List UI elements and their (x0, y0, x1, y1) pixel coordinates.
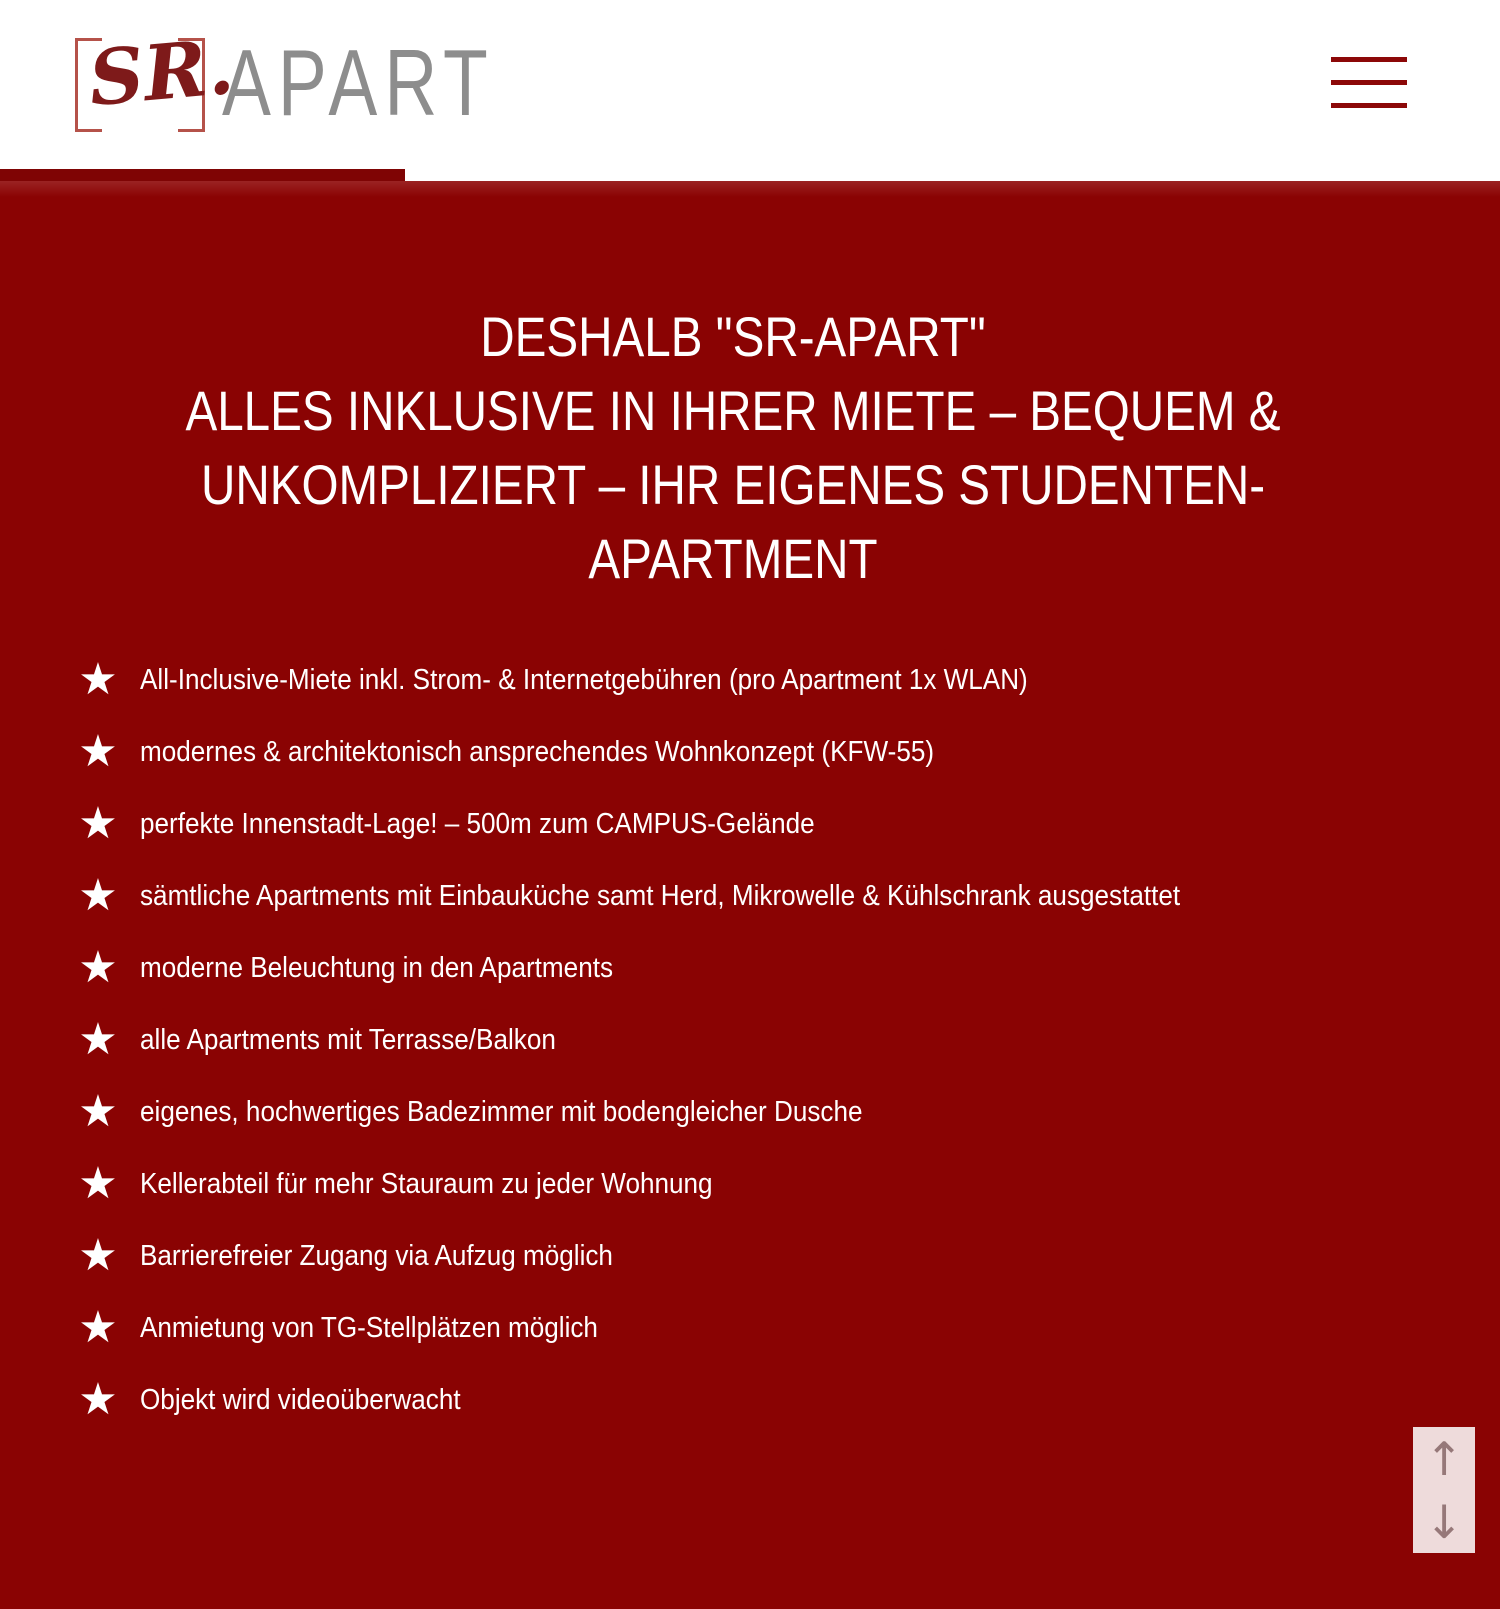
hamburger-icon (1331, 80, 1407, 85)
feature-label: Barrierefreier Zugang via Aufzug möglich (140, 1239, 613, 1272)
page-title-line-2: ALLES INKLUSIVE IN IHRER MIETE – BEQUEM & (185, 379, 1281, 442)
star-icon: ★ (78, 1303, 118, 1352)
feature-label: eigenes, hochwertiges Badezimmer mit bodengleicher Dusche (140, 1095, 863, 1128)
hamburger-menu-button[interactable] (1331, 57, 1407, 109)
feature-label: perfekte Innenstadt-Lage! – 500m zum CAMPUS-Gelände (140, 807, 815, 840)
feature-label: Anmietung von TG-Stellplätzen möglich (140, 1311, 598, 1344)
star-icon: ★ (78, 1159, 118, 1208)
star-icon: ★ (78, 871, 118, 920)
feature-item (78, 1076, 1388, 1148)
star-icon: ★ (78, 1087, 118, 1136)
star-icon: ★ (78, 1375, 118, 1424)
feature-label: Objekt wird videoüberwacht (140, 1383, 461, 1416)
scroll-up-button[interactable] (1413, 1427, 1475, 1490)
star-icon: ★ (78, 1015, 118, 1064)
scroll-down-button[interactable] (1413, 1490, 1475, 1553)
features-list (78, 644, 1388, 1436)
feature-item (78, 1148, 1388, 1220)
feature-label: All-Inclusive-Miete inkl. Strom- & Internetgebühren (pro Apartment 1x WLAN) (140, 663, 1028, 696)
feature-label: modernes & architektonisch ansprechendes Wohnkonzept (KFW-55) (140, 735, 935, 768)
feature-label: alle Apartments mit Terrasse/Balkon (140, 1023, 556, 1056)
star-icon: ★ (78, 1231, 118, 1280)
page-title-line-1: DESHALB "SR-APART" (480, 305, 986, 368)
hero-content (0, 181, 1500, 1436)
header-underline-divider (0, 169, 405, 181)
feature-item (78, 1220, 1388, 1292)
feature-item (78, 1004, 1388, 1076)
feature-item (78, 860, 1388, 932)
feature-label: sämtliche Apartments mit Einbauküche samt Herd, Mikrowelle & Kühlschrank ausgestattet (140, 879, 1181, 912)
hero-section (0, 181, 1500, 1609)
logo-apart-text: APART (222, 30, 495, 135)
sr-apart-logo[interactable] (75, 21, 505, 140)
page-title (176, 300, 1290, 596)
feature-item (78, 716, 1388, 788)
star-icon: ★ (78, 727, 118, 776)
feature-item (78, 932, 1388, 1004)
feature-item (78, 1364, 1388, 1436)
feature-item (78, 1292, 1388, 1364)
page-title-line-3: UNKOMPLIZIERT – IHR EIGENES STUDENTEN- (200, 453, 1266, 516)
hamburger-icon (1331, 103, 1407, 108)
arrow-down-icon: ↓ (1424, 1494, 1464, 1549)
star-icon: ★ (78, 655, 118, 704)
arrow-up-icon: ↑ (1424, 1431, 1464, 1486)
hamburger-icon (1331, 57, 1407, 62)
star-icon: ★ (78, 799, 118, 848)
header (0, 0, 1500, 169)
page-title-line-4: APARTMENT (588, 527, 878, 590)
scroll-widget (1413, 1427, 1475, 1553)
feature-item (78, 644, 1388, 716)
feature-label: moderne Beleuchtung in den Apartments (140, 951, 614, 984)
feature-item (78, 788, 1388, 860)
feature-label: Kellerabteil für mehr Stauraum zu jeder Wohnung (140, 1167, 713, 1200)
star-icon: ★ (78, 943, 118, 992)
logo-script-text: SR. (85, 21, 238, 124)
